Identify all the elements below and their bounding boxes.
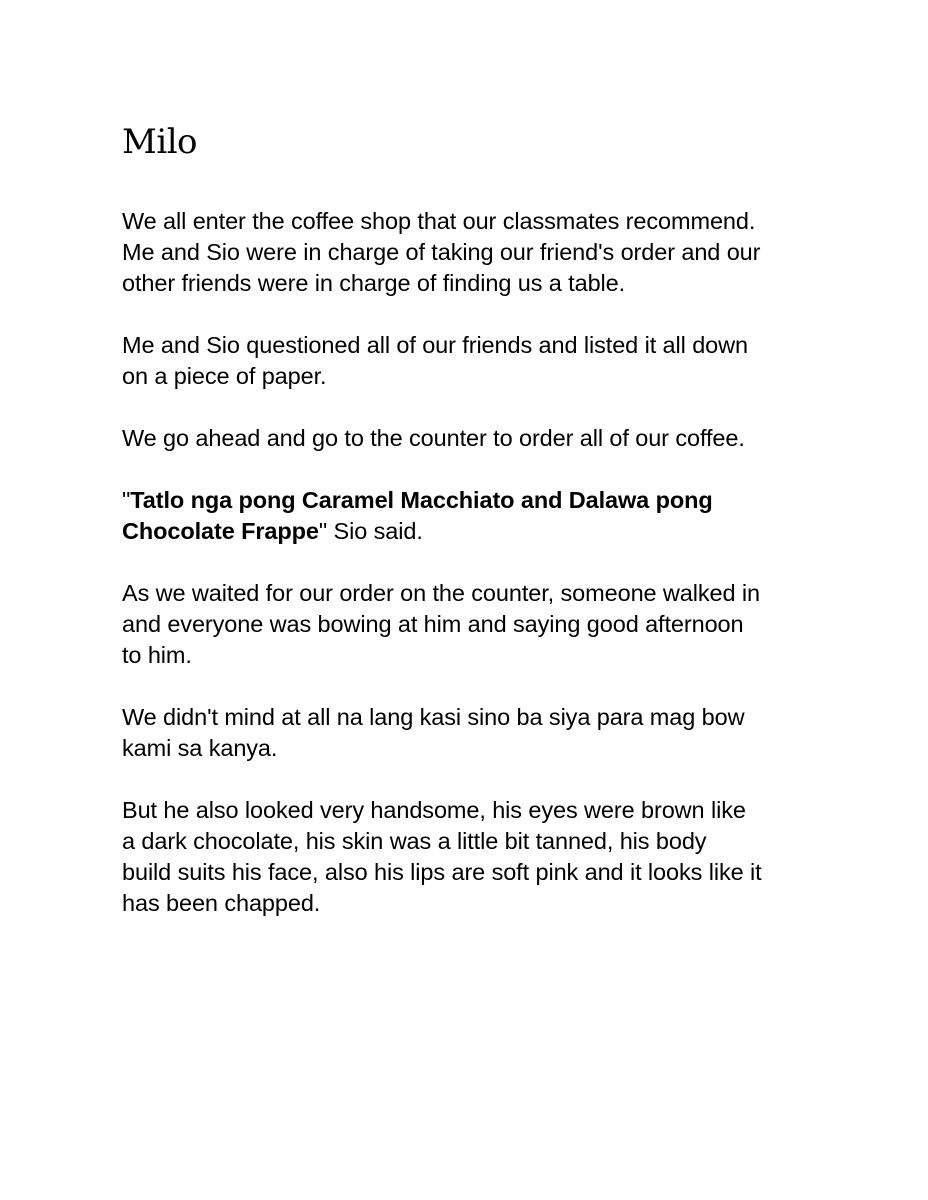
paragraph-6: We didn't mind at all na lang kasi sino ba siya para mag bow kami sa kanya. [122, 704, 745, 761]
dialogue-spoken-text: Tatlo nga pong Caramel Macchiato and Dalawa pong Chocolate Frappe [122, 487, 713, 544]
chapter-title: Milo [122, 122, 198, 162]
dialogue-paragraph [122, 485, 762, 547]
document-page [122, 120, 762, 950]
paragraph-3: We go ahead and go to the counter to order all of our coffee. [122, 425, 745, 451]
paragraph-5: As we waited for our order on the counter, someone walked in and everyone was bowing at him and saying good afternoon to him. [122, 580, 761, 668]
paragraph-1: We all enter the coffee shop that our classmates recommend. Me and Sio were in charge of taking our friend's order and our other friends were in charge of finding us a table. [122, 208, 761, 296]
paragraph-7: But he also looked very handsome, his eyes were brown like a dark chocolate, his skin was a little bit tanned, his body build suits his face, also his lips are soft pink and it looks like it has been chapped. [122, 797, 762, 916]
dialogue-open-quote: " [122, 487, 131, 513]
paragraph-2: Me and Sio questioned all of our friends and listed it all down on a piece of paper. [122, 332, 748, 389]
dialogue-tag: " Sio said. [318, 518, 423, 544]
story-body [122, 206, 762, 919]
